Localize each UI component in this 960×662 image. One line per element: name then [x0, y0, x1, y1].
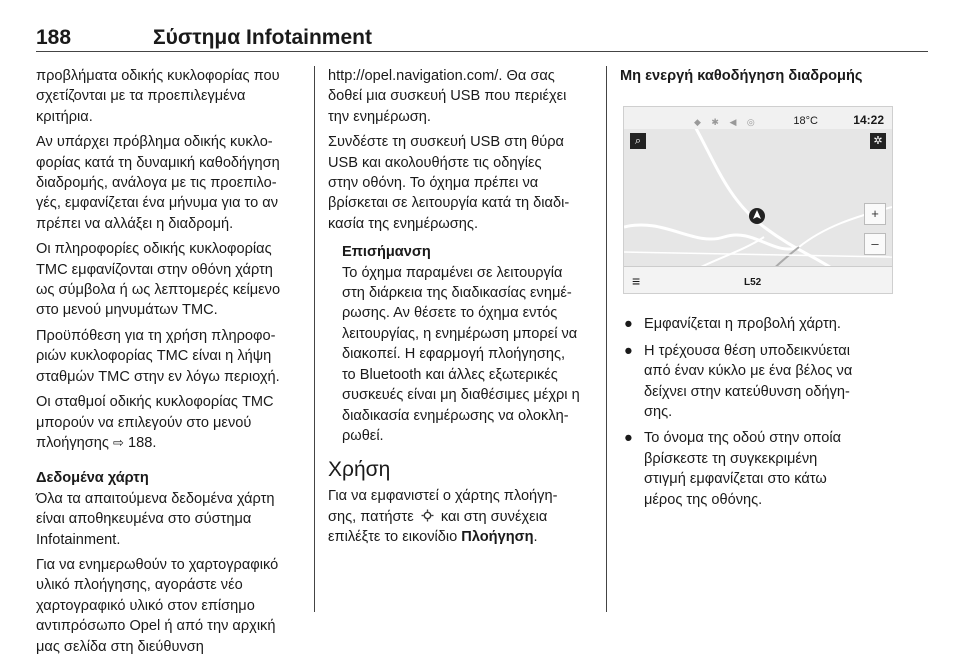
page-reference-icon: ⇨	[113, 434, 124, 450]
list-item: ● Το όνομα της οδού στην οποία βρίσκεστε τη συγκεκριμένη στιγμή εμφανίζεται στο κάτω μέρος της οθόνης.	[624, 430, 842, 508]
current-position-icon	[748, 207, 766, 225]
bullet-icon: ●	[624, 342, 633, 359]
paragraph: Για να ενημερωθούν το χαρτογραφικό υλικό πλοήγησης, αγοράστε νέο χαρτογραφικό υλικό στον επίσημο αντιπρόσωπο Opel ή από την αρχική μας σελίδα στη διεύθυνση	[36, 556, 279, 655]
paragraph: Προϋπόθεση για τη χρήση πληροφο- ριών κυκλοφορίας TMC είναι η λήψη σταθμών TMC στην εν λόγω περιοχή.	[36, 327, 280, 385]
clock-display: 14:22	[853, 113, 884, 128]
home-icon	[421, 509, 434, 522]
status-icons: ◆ ✱ ◀ ◎	[694, 117, 759, 128]
paragraph: Δεδομένα χάρτη Όλα τα απαιτούμενα δεδομένα χάρτη είναι αποθηκευμένα στο σύστημα Infotainment.	[36, 468, 308, 550]
paragraph: Αν υπάρχει πρόβλημα οδικής κυκλο- φορίας κατά τη δυναμική καθοδήγηση διαδρομής, ανάλογα με τις προεπιλο- γές, εμφανίζεται ένα μήνυμα για το αν πρέπει να αλλάξει η διαδρομή.	[36, 134, 280, 232]
paragraph: Οι σταθμοί οδικής κυκλοφορίας TMC μπορούν να επιλεγούν στο μενού πλοήγησης ⇨ 188.	[36, 394, 274, 451]
zoom-out-button[interactable]: –	[864, 233, 886, 255]
temperature-display: 18°C	[793, 115, 818, 128]
page-number: 188	[36, 26, 72, 49]
paragraph: http://opel.navigation.com/. Θα σας δοθεί μια συσκευή USB που περιέχει την ενημέρωση.	[328, 68, 567, 125]
column-1	[36, 66, 308, 662]
section-title: Χρήση	[328, 458, 391, 482]
bullet-list	[620, 314, 890, 510]
paragraph: Για να εμφανιστεί ο χάρτης πλοήγη- σης, πατήστε και στη συνέχεια επιλέξτε το εικονίδιο Πλοήγηση.	[328, 488, 558, 546]
header-divider	[36, 51, 928, 52]
page-title: Σύστημα Infotainment	[153, 26, 372, 49]
zoom-in-button[interactable]: +	[864, 203, 886, 225]
current-road-label: L52	[744, 277, 762, 289]
page-reference-link[interactable]: 188.	[127, 434, 157, 451]
menu-icon[interactable]: ≡	[632, 273, 641, 290]
navigation-label: Πλοήγηση	[461, 529, 534, 546]
section-heading: Μη ενεργή καθοδήγηση διαδρομής	[620, 68, 863, 84]
column-divider-2	[606, 66, 607, 612]
settings-icon[interactable]: ✲	[870, 133, 886, 149]
section-heading: Δεδομένα χάρτη	[36, 470, 149, 487]
note-heading: Επισήμανση	[342, 244, 431, 261]
map-status-bar	[624, 107, 892, 129]
paragraph: προβλήματα οδικής κυκλοφορίας που σχετίζονται με τα προεπιλεγμένα κριτήρια.	[36, 68, 280, 125]
bullet-icon: ●	[624, 430, 633, 447]
list-item: ● Η τρέχουσα θέση υποδεικνύεται από έναν κύκλο με ένα βέλος να δείχνει στην κατεύθυνση οδήγη- σης.	[624, 342, 853, 421]
list-item: ● Εμφανίζεται η προβολή χάρτη.	[620, 314, 890, 334]
paragraph: Συνδέστε τη συσκευή USB στη θύρα USB και ακολουθήστε τις οδηγίες στην οθόνη. Το όχημα πρέπει να βρίσκεται σε λειτουργία κατά τη διαδι- κασία της ενημέρωσης.	[328, 134, 570, 232]
bullet-icon: ●	[624, 316, 633, 333]
column-3	[620, 66, 890, 516]
search-icon[interactable]: ⌕	[630, 133, 646, 149]
note-box: Επισήμανση Το όχημα παραμένει σε λειτουργία στη διάρκεια της διαδικασίας ενημέ- ρωσης. Αν θέσετε το όχημα εντός λειτουργίας, η ενημέρωση μπορεί να διακοπεί. Η εφαρμογή πλοήγησης, το Bluetooth και άλλες εξωτερικές συσκευές είναι μη διαθέσιμες μέχρι η διαδικασία ενημέρωσης να ολοκλη- ρωθεί.	[342, 242, 596, 446]
column-2	[328, 66, 596, 553]
paragraph: Οι πληροφορίες οδικής κυκλοφορίας TMC εμφανίζονται στην οθόνη χάρτη ως σύμβολα ή ως λεπτομερές κείμενο στο μενού μηνυμάτων TMC.	[36, 241, 281, 319]
column-divider-1	[314, 66, 315, 612]
map-bottom-bar	[624, 266, 892, 293]
map-screenshot	[623, 106, 893, 294]
